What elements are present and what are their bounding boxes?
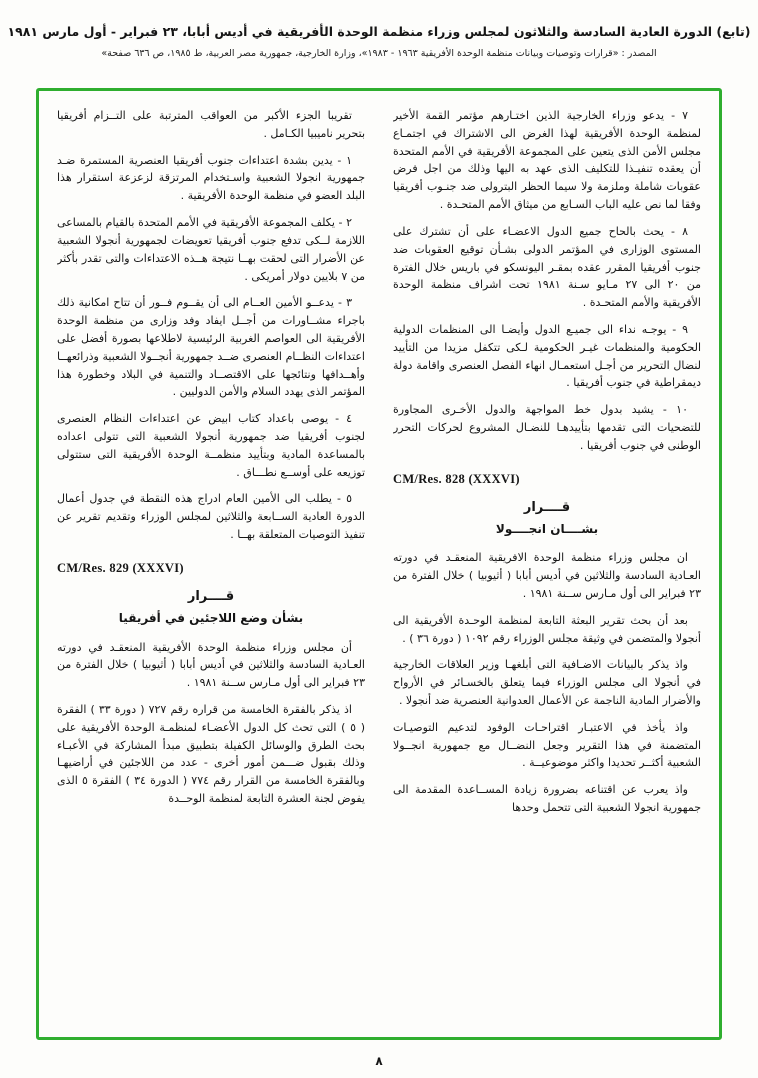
two-column-layout (57, 107, 701, 1027)
paragraph-10: ١٠ - يشيد بدول خط المواجهة والدول الأخـرى المجاورة للتضحيات التى تقدمها بتأييدهـا للنضـال المشروع لحركات التحرر الوطنى في جنوب أفريقيا . (393, 403, 701, 452)
page-header (0, 0, 758, 59)
continuation-paragraph: تقريبا الجزء الأكبر من العواقب المترتبة على التــزام أفريقيا بتحرير ناميبيا الكـامل . (57, 109, 365, 140)
resolution-ref-828: CM/Res. 828 (XXXVI) (393, 471, 520, 486)
paragraph-9: ٩ - يوجـه نداء الى جميـع الدول وأيضـا الى المنظمات الدولية الحكومية والمنظمات غيـر الحكومية لـكى تتكفل مزيدا من التأييد لنضال التحرير من أجـل استعمـال انهاء الفصل العنصرى واقامة دولة ديمقراطية في جنوب أفريقيا . (393, 322, 701, 390)
resolution-title: قــــرار (523, 499, 571, 515)
column-left (57, 107, 365, 1027)
operative-paragraph-2: ٢ - يكلف المجموعة الأفريقية في الأمم المتحدة بالقيام بالمساعى اللازمة لــكى تدفع جنوب أفريقيا تعويضات لجمهورية أنجولا الشعبية عن الأضرار التى لحقت بهــا نتيجة هــذه الاعتداءات والتى تقدر بأكثر من ٧ بلايين دولار أمريكى . (57, 216, 365, 283)
column-right (393, 107, 701, 1027)
operative-paragraph-3: ٣ - يدعــو الأمين العــام الى أن يقــوم فــور أن تتاح امكانية ذلك باجراء مشــاورات من أجــل ايفاد وفد وزارى من منظمة الوحدة الأفريقية الى العواصم الغربية الرئيسية لاطلاعها بصورة أفضل على اعتداءات النظــام العنصرى ضــد جمهورية أنجــولا الشعبية وذرائعهــا وأهــدافها ونتائجها على الاقتصــاد والتنمية في البلاد وخطورة هذا المؤتمر الذى يهدد السلام والأمن الدوليين . (57, 296, 365, 399)
resolution-preamble-1: أن مجلس وزراء منظمة الوحدة الأفريقية المنعقـد في دورته العـادية السادسة والثلاثين في أديس أبابا ( أثيوبيا ) خلال الفترة من ٢٣ فبراير الى أول مـارس ســنة ١٩٨١ . (57, 640, 365, 690)
operative-paragraph-1: ١ - يدين بشدة اعتداءات جنوب أفريقيا العنصرية المستمرة ضـد جمهورية انجولا الشعبية واسـتخدام المرتزقة لزعزعة استقرار هذا البلد العضو في منظمة الوحدة الأفريقية . (57, 153, 365, 203)
green-border-content-box (36, 88, 722, 1040)
resolution-subtitle-angola: بشــــان انجــــولا (495, 521, 599, 536)
source-line: المصدر : «قرارات وتوصيات وبيانات منظمة الوحدة الأفريقية ١٩٦٣ - ١٩٨٣»، وزارة الخارجية، جمهورية مصر العربية، ط ١٩٨٥، ص ٦٣٦ صفحة» (101, 48, 657, 59)
resolution-title: قــــرار (187, 589, 235, 605)
operative-paragraph-4: ٤ - يوصى باعداد كتاب ابيض عن اعتداءات النظام العنصرى لجنوب أفريقيا ضد جمهورية أنجولا الشعبية التى تتولى اعداده بالمساعدة المادية وبتأييد منظمــة الوحدة الأفريقية التى ستتولى توزيعه على أوســع نطـــاق . (57, 412, 365, 479)
resolution-preamble-5: واذ يعرب عن اقتناعه بضرورة زيادة المســاعدة المقدمة الى جمهورية انجولا الشعبية التى تتحمل وحدها (393, 783, 701, 815)
paragraph-7: ٧ - يدعو وزراء الخارجية الذين اختـارهم مؤتمر القمة الأخير لمنظمة الوحدة الأفريقية لهذا الغرض الى الاشتراك في اجتمـاع مجلس الأمن الذى يتعين على المجموعة الأفريقية في الأمم المتحدة أن يعقده تنفيـذا للتكليف الذى عهد به اليها وذلك من اجل فرض عقوبات شاملة وملزمة ولا سيما الحظر البترولى ضد جنـوب أفريقيا وفقا لما نص عليه الباب السـابع من ميثاق الأمم المتحـدة . (393, 109, 701, 212)
operative-paragraph-5: ٥ - يطلب الى الأمين العام ادراج هذه النقطة في جدول أعمال الدورة العادية الســابعة والثلاثين لمجلس الوزراء وتقديم تقرير عن تنفيذ التوصيات المتعلقة بهــا . (57, 492, 365, 542)
page-number: ٨ (375, 1054, 383, 1068)
session-title: (تابع) الدورة العادية السادسة والثلاثون لمجلس وزراء منظمة الوحدة الأفريقية في أديس أبابا، ٢٣ فبراير - أول مارس ١٩٨١ (7, 24, 751, 39)
resolution-subtitle-refugees: بشأن وضع اللاجئين في أفريقيا (118, 611, 304, 626)
resolution-preamble-2: بعد أن بحث تقرير البعثة التابعة لمنظمة الوحـدة الأفريقية الى أنجولا والمتضمن في وثيقة مجلس الوزراء رقم ١٠٩٢ ( دورة ٣٦ ) . (393, 613, 701, 645)
resolution-preamble-3: واذ يذكر بالبيانات الاضـافية التى أبلغهـا وزير العلاقات الخارجية في أنجولا الى مجلس الوزراء فيما يتعلق بالخسـائر في الأرواح والأضرار المادية الناجمة عن الأعمال العدوانية العنصرية ضد أنجولا . (393, 658, 701, 708)
paragraph-8: ٨ - يحث بالحاح جميع الدول الاعضـاء على أن تشترك على المستوى الوزارى في المؤتمر الدولى بشـأن توقيع العقوبات ضد جنوب أفريقيا المقرر عقده بمقـر اليونسكو في باريس خلال الفترة من ٢٠ الى ٢٧ مـايو سـنة ١٩٨١ تحت اشراف منظمة الوحدة الأفريقية والأمم المتحـدة . (393, 224, 701, 310)
resolution-preamble-2: اذ يذكر بالفقرة الخامسة من قراره رقم ٧٢٧ ( دورة ٣٣ ) الفقرة ( ٥ ) التى تحث كل الدول الأعضـاء لمنظمـة الوحدة الأفريقية على بحث الطرق والوسائل الكفيلة بتطبيق مبدأ المشاركة في الأعبـاء وذلك بقبول ضـــمن أمور أخرى - عدد من اللاجئين في أراضيهـا وبالفقرة الخامسة من القرار رقم ٧٧٤ ( الدورة ٣٤ ) الفقرة ٥ الذى يفوض لجنة العشرة التابعة لمنظمة الوحــدة (57, 703, 365, 806)
resolution-preamble-4: واذ يأخذ في الاعتبـار اقتراحـات الوفود لتدعيم التوصيـات المتضمنة في هذا التقرير وجعل النضــال مع جمهورية انجــولا الشعبية أكثــر تحديدا واكثر موضوعيــة . (393, 720, 701, 770)
resolution-ref-829: CM/Res. 829 (XXXVI) (57, 560, 184, 575)
resolution-preamble-1: ان مجلس وزراء منظمة الوحدة الافريقية المنعقـد في دورته العـادية السادسة والثلاثين في أديس أبابا ( أثيوبيا ) خلال الفترة من ٢٣ فبراير الى أول مـارس ســنة ١٩٨١ . (393, 551, 701, 600)
